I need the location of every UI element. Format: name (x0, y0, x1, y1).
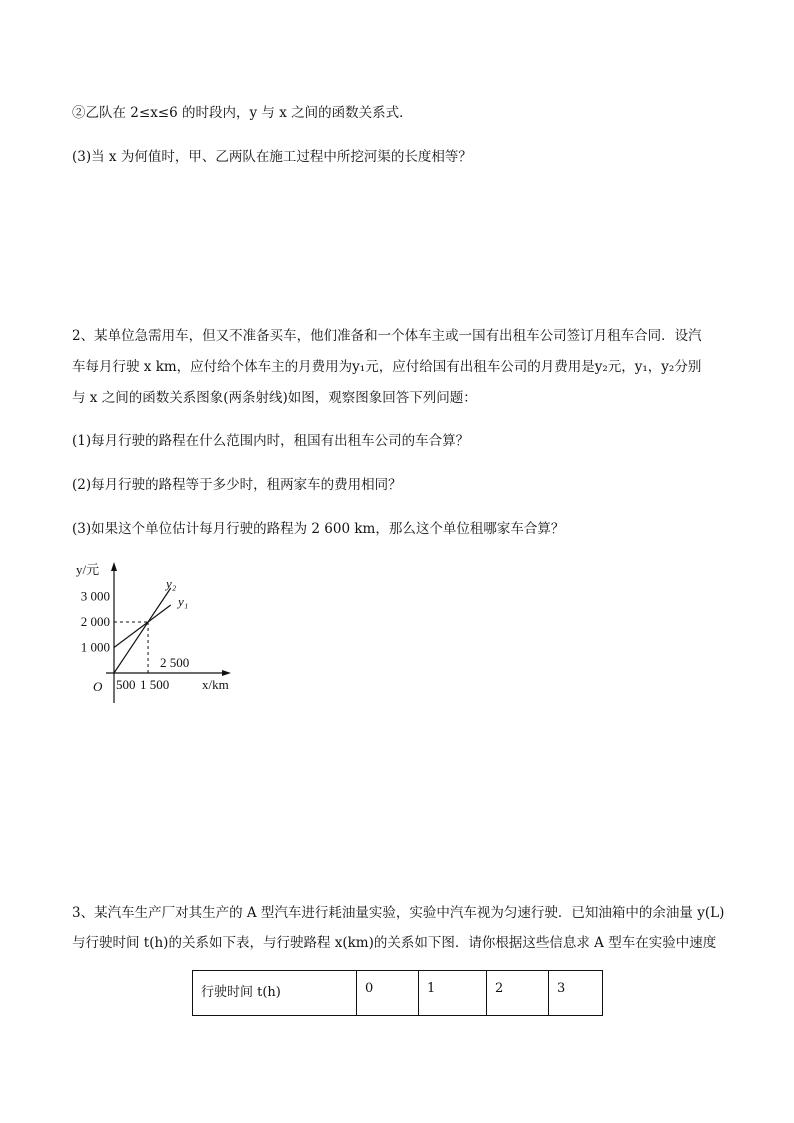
series-y1-line (114, 605, 171, 648)
problem-2-question-2: (2)每月行驶的路程等于多少时，租两家车的费用相同？ (72, 477, 402, 493)
table-cell: 0 (357, 971, 419, 1016)
x-axis-arrow (222, 670, 231, 676)
y-tick-label: 3 000 (80, 588, 110, 604)
problem-2-question-1: (1)每月行驶的路程在什么范围内时，租国有出租车公司的车合算？ (72, 433, 470, 449)
table-cell: 2 (487, 971, 549, 1016)
origin-label: O (93, 679, 103, 694)
time-table (192, 970, 603, 1016)
y-axis-label: y/元 (76, 562, 100, 577)
problem-3-stem-line1: 3、某汽车生产厂对其生产的 A 型汽车进行耗油量实验，实验中汽车视为匀速行驶．已知油箱中的余油量 y(L) (72, 905, 725, 921)
y-axis-arrow (111, 562, 117, 571)
table-cell: 3 (549, 971, 603, 1016)
question-3-part3: (3)当 x 为何值时，甲、乙两队在施工过程中所挖河渠的长度相等？ (72, 149, 472, 165)
table-header-cell: 行驶时间 t(h) (193, 971, 357, 1016)
table-cell: 1 (419, 971, 487, 1016)
problem-2-stem-line1: 2、某单位急需用车，但又不准备买车，他们准备和一个体车主或一国有出租车公司签订月租车合同．设汽 (72, 328, 702, 344)
problem-3-stem-line2: 与行驶时间 t(h)的关系如下表，与行驶路程 x(km)的关系如下图．请你根据这些信息求 A 型车在实验中速度 (72, 935, 717, 951)
x-tick-label: 2 500 (160, 655, 190, 670)
table-row (193, 971, 603, 1016)
x-axis-label: x/km (202, 677, 229, 692)
series-label-y1: y₁ (178, 594, 189, 609)
x-tick-label: 1 500 (140, 677, 170, 692)
x-tick-label: 500 (116, 677, 136, 692)
cost-graph (66, 558, 246, 708)
question-2-part2: ②乙队在 2≤x≤6 的时段内，y 与 x 之间的函数关系式． (72, 105, 413, 121)
problem-2-question-3: (3)如果这个单位估计每月行驶的路程为 2 600 km，那么这个单位租哪家车合算？ (72, 521, 565, 537)
series-label-y2: y₂ (166, 576, 177, 591)
problem-2-stem-line3: 与 x 之间的函数关系图象(两条射线)如图，观察图象回答下列问题： (72, 390, 477, 406)
y-tick-label: 1 000 (80, 639, 110, 655)
y-tick-label: 2 000 (80, 614, 110, 629)
problem-2-stem-line2: 车每月行驶 x km，应付给个体车主的月费用为y₁元，应付给国有出租车公司的月费用是y₂元，y₁，y₂分别 (72, 359, 702, 375)
